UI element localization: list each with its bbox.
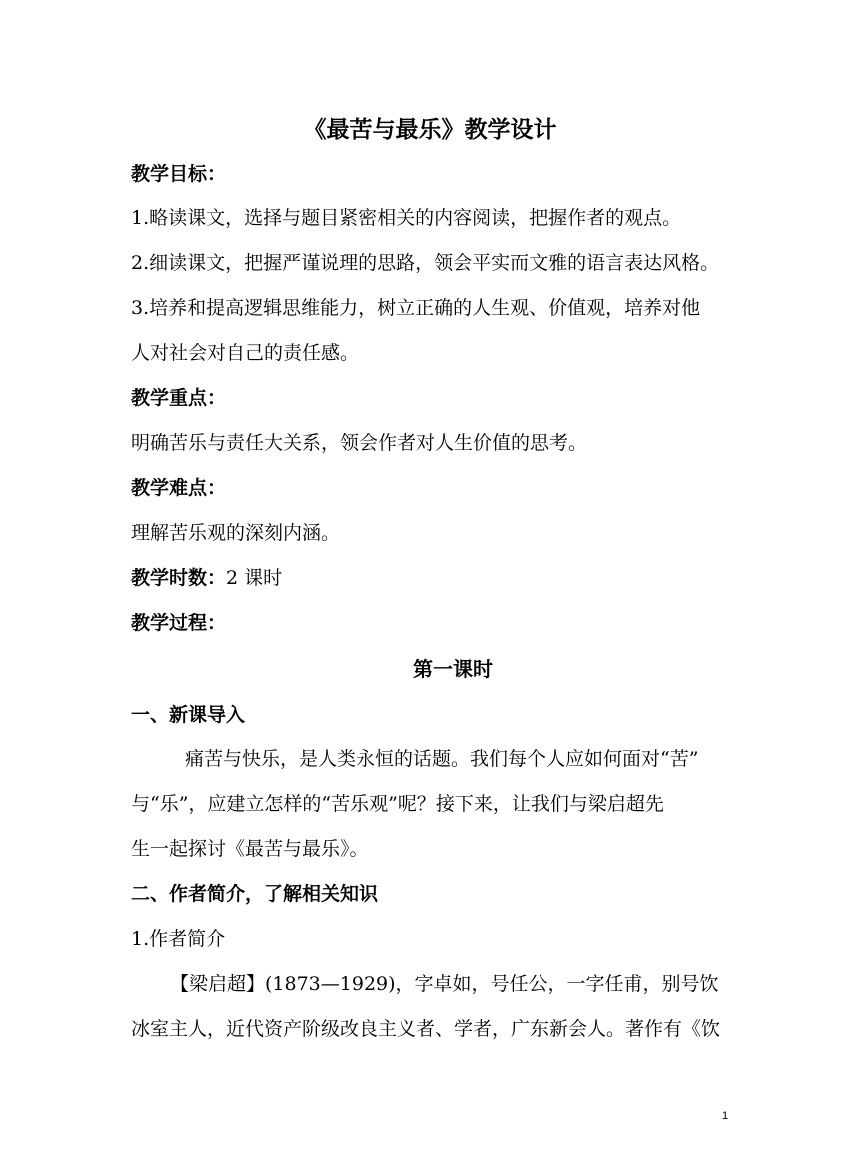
teaching-hours (131, 566, 282, 590)
section-1-heading: 一、新课导入 (131, 704, 246, 726)
goals-heading: 教学目标： (131, 163, 227, 185)
goal-2: 2.细读课文，把握严谨说理的思路，领会平实而文雅的语言表达风格。 (131, 252, 720, 274)
key-points-text: 明确苦乐与责任大关系，领会作者对人生价值的思考。 (131, 432, 588, 454)
difficulty-text: 理解苦乐观的深刻内涵。 (131, 522, 341, 544)
teaching-hours-label: 教学时数： (131, 567, 227, 589)
intro-line-1: 痛苦与快乐，是人类永恒的话题。我们每个人应如何面对“苦” (185, 748, 699, 770)
intro-line-2: 与“乐”，应建立怎样的“苦乐观”呢？接下来，让我们与梁启超先 (131, 793, 664, 815)
document-title: 《最苦与最乐》教学设计 (303, 117, 557, 143)
subsection-author-intro: 1.作者简介 (131, 928, 226, 950)
author-bio-line-1: 【梁启超】(1873—1929)，字卓如，号任公，一字任甫，别号饮 (170, 973, 719, 995)
goal-3-line-2: 人对社会对自己的责任感。 (131, 342, 360, 364)
difficulty-heading: 教学难点： (131, 477, 227, 499)
lesson-heading: 第一课时 (413, 657, 493, 681)
author-bio-line-2: 冰室主人，近代资产阶级改良主义者、学者，广东新会人。著作有《饮 (131, 1018, 721, 1040)
key-points-heading: 教学重点： (131, 387, 227, 409)
page-number: 1 (722, 1110, 729, 1122)
goal-3-line-1: 3.培养和提高逻辑思维能力，树立正确的人生观、价值观，培养对他 (131, 297, 701, 319)
section-2-heading: 二、作者简介，了解相关知识 (131, 883, 379, 905)
intro-line-3: 生一起探讨《最苦与最乐》。 (131, 838, 369, 860)
process-heading: 教学过程： (131, 612, 227, 634)
teaching-hours-value: 2 课时 (226, 567, 283, 589)
goal-1: 1.略读课文，选择与题目紧密相关的内容阅读，把握作者的观点。 (131, 207, 682, 229)
